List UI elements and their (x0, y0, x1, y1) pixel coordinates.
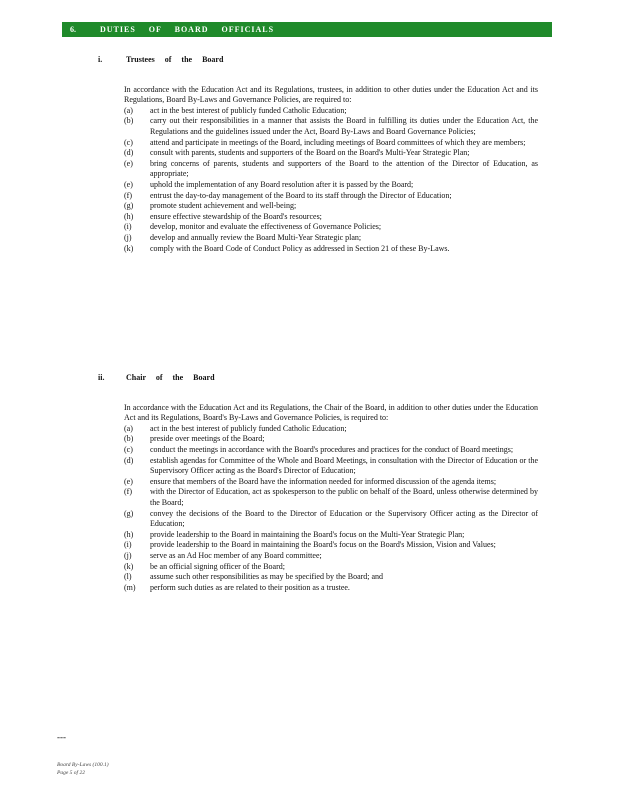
section-number: 6. (70, 25, 76, 34)
duties-list (124, 424, 538, 594)
list-item (124, 159, 538, 180)
item-label: (b) (124, 434, 134, 444)
item-text: perform such duties as are related to their position as a trustee. (150, 582, 350, 592)
subsection-chair (98, 373, 538, 593)
item-text: develop, monitor and evaluate the effectiveness of Governance Policies; (150, 222, 382, 232)
item-text: carry out their responsibilities in a manner that assists the Board in fulfilling its duties under the Education Act, the Regulations and the guidelines issued under the Act, Board By-Laws and Board Governance Policies; (150, 116, 538, 136)
subsection-title: Trustees of the Board (126, 55, 224, 64)
item-text: attend and participate in meetings of the Board, including meetings of Board committees of which they are members; (150, 137, 526, 147)
list-item (124, 445, 538, 456)
list-item (124, 456, 538, 477)
list-item (124, 583, 538, 594)
page-footer (57, 761, 109, 777)
subsection-number: ii. (98, 373, 105, 382)
item-text: promote student achievement and well-being; (150, 201, 297, 211)
item-text: establish agendas for Committee of the Whole and Board Meetings, in consultation with the Director of Education or the Supervisory Officer acting as the Board's Director of Education; (150, 455, 538, 476)
list-item (124, 148, 538, 159)
item-text: develop and annually review the Board Multi-Year Strategic plan; (150, 232, 362, 242)
item-text: consult with parents, students and supporters of the Board on the Board's Multi-Year Strategic Plan; (150, 148, 470, 158)
item-label: (e) (124, 158, 133, 168)
footer-page-number: Page 5 of 22 (57, 770, 85, 776)
item-label: (k) (124, 243, 134, 253)
item-text: act in the best interest of publicly funded Catholic Education; (150, 105, 347, 115)
list-item (124, 180, 538, 191)
section-title: DUTIES OF BOARD OFFICIALS (100, 25, 275, 34)
item-label: (i) (124, 222, 132, 232)
item-label: (k) (124, 561, 134, 571)
section-banner (62, 22, 552, 37)
list-item (124, 424, 538, 435)
list-item (124, 551, 538, 562)
item-label: (c) (124, 444, 133, 454)
item-text: provide leadership to the Board in maintaining the Board's focus on the Multi-Year Strategic Plan; (150, 529, 465, 539)
list-item (124, 434, 538, 445)
item-text: entrust the day-to-day management of the Board to its staff through the Director of Education; (150, 190, 452, 200)
footer-document-name: Board By-Laws (100.1) (57, 762, 109, 768)
subsection-number: i. (98, 55, 103, 64)
item-label: (a) (124, 105, 133, 115)
list-item (124, 201, 538, 212)
item-label: (f) (124, 487, 132, 497)
list-item (124, 233, 538, 244)
item-text: uphold the implementation of any Board resolution after it is passed by the Board; (150, 179, 414, 189)
item-text: be an official signing officer of the Board; (150, 561, 285, 571)
list-item (124, 530, 538, 541)
item-text: comply with the Board Code of Conduct Policy as addressed in Section 21 of these By-Laws. (150, 243, 450, 253)
list-item (124, 212, 538, 223)
list-item (124, 222, 538, 233)
item-text: bring concerns of parents, students and supporters of the Board to the attention of the Director of Education, as appropriate; (150, 158, 538, 179)
item-label: (h) (124, 529, 134, 539)
item-text: ensure effective stewardship of the Board's resources; (150, 211, 322, 221)
item-text: provide leadership to the Board in maintaining the Board's focus on the Board's Mission, Vision and Values; (150, 540, 496, 550)
item-label: (d) (124, 148, 134, 158)
footnote-separator: --- (57, 732, 66, 742)
item-text: conduct the meetings in accordance with the Board's procedures and practices for the conduct of Board meetings; (150, 444, 514, 454)
item-label: (e) (124, 179, 133, 189)
item-label: (g) (124, 201, 134, 211)
item-label: (a) (124, 423, 133, 433)
item-label: (j) (124, 232, 132, 242)
item-label: (h) (124, 211, 134, 221)
list-item (124, 477, 538, 488)
item-label: (e) (124, 476, 133, 486)
item-label: (i) (124, 540, 132, 550)
list-item (124, 540, 538, 551)
subsection-title: Chair of the Board (126, 373, 215, 382)
list-item (124, 562, 538, 573)
duties-list (124, 106, 538, 254)
list-item (124, 487, 538, 508)
subsection-intro: In accordance with the Education Act and its Regulations, trustees, in addition to other duties under the Education Act and its Regulations, Board By-Laws and Governance Policies, are required to: (124, 84, 538, 105)
item-text: preside over meetings of the Board; (150, 434, 265, 444)
item-label: (l) (124, 572, 132, 582)
item-label: (m) (124, 582, 136, 592)
list-item (124, 116, 538, 137)
subsection-intro: In accordance with the Education Act and its Regulations, the Chair of the Board, in addition to other duties under the Education Act and its Regulations, Board's By-Laws and Governance Policies, is required to: (124, 402, 538, 423)
item-text: with the Director of Education, act as spokesperson to the public on behalf of the Board, unless otherwise determined by the Board; (150, 487, 538, 507)
item-label: (d) (124, 455, 134, 465)
item-label: (c) (124, 137, 133, 147)
list-item (124, 509, 538, 530)
item-label: (b) (124, 116, 134, 126)
item-text: act in the best interest of publicly funded Catholic Education; (150, 423, 347, 433)
list-item (124, 138, 538, 149)
subsection-heading (98, 55, 538, 66)
subsection-heading (98, 373, 538, 384)
list-item (124, 106, 538, 117)
list-item (124, 191, 538, 202)
list-item (124, 572, 538, 583)
item-text: convey the decisions of the Board to the Director of Education or the Supervisory Officer acting as the Director of Education; (150, 508, 538, 529)
item-label: (g) (124, 508, 134, 518)
item-text: ensure that members of the Board have the information needed for informed discussion of the agenda items; (150, 476, 497, 486)
item-text: assume such other responsibilities as may be specified by the Board; and (150, 572, 384, 582)
list-item (124, 244, 538, 255)
item-label: (j) (124, 550, 132, 560)
subsection-trustees (98, 55, 538, 254)
item-text: serve as an Ad Hoc member of any Board committee; (150, 550, 322, 560)
item-label: (f) (124, 190, 132, 200)
